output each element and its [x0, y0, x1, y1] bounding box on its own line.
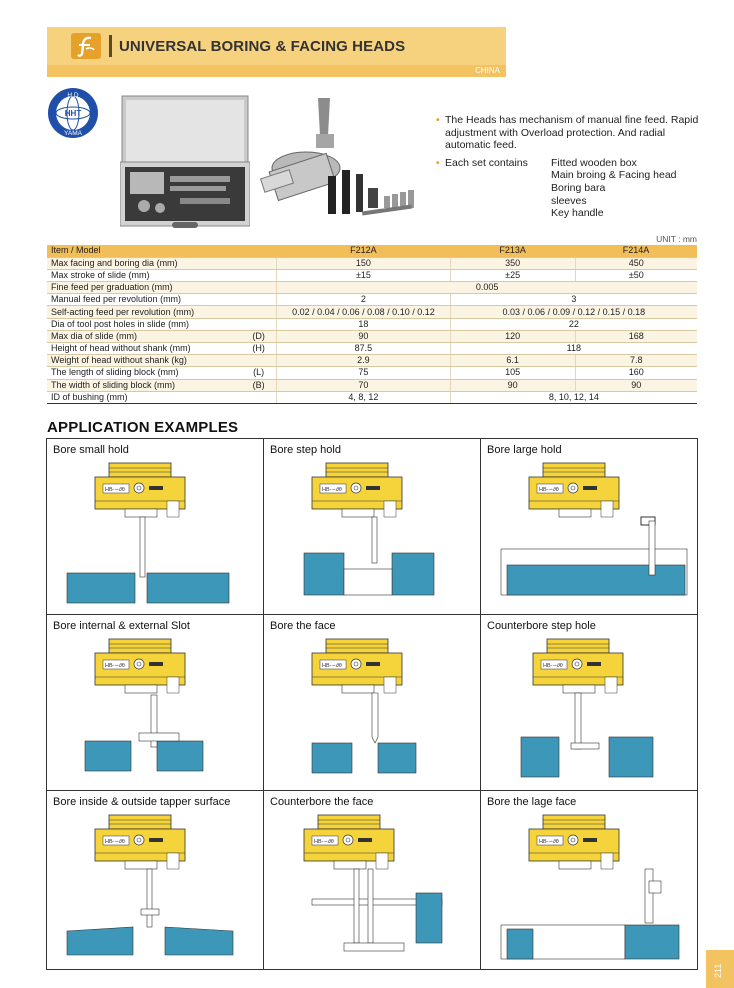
- set-item: Main broing & Facing head: [551, 169, 677, 182]
- application-cell: [47, 439, 264, 615]
- table-cell: [241, 257, 277, 269]
- application-cell: [264, 615, 481, 791]
- svg-text:HB-∽∂θ: HB-∽∂θ: [543, 663, 563, 669]
- svg-text:HB-∽∂θ: HB-∽∂θ: [322, 663, 342, 669]
- application-label: Bore the face: [270, 620, 336, 632]
- table-cell: 8, 10, 12, 14: [450, 391, 697, 403]
- table-cell: ±25: [450, 269, 575, 281]
- hht-badge-logo: [47, 87, 99, 139]
- banner-sub: [47, 65, 506, 77]
- svg-text:HB-∽∂θ: HB-∽∂θ: [105, 487, 125, 493]
- table-cell: 120: [450, 330, 575, 342]
- table-cell: 22: [450, 318, 697, 330]
- application-heading: APPLICATION EXAMPLES: [47, 419, 239, 436]
- application-cell: [264, 791, 481, 969]
- table-cell: Max stroke of slide (mm): [47, 269, 241, 281]
- table-row: [47, 306, 697, 318]
- application-label: Bore inside & outside tapper surface: [53, 796, 231, 808]
- boring-head-drawing: [95, 815, 185, 869]
- table-cell: 87.5: [277, 343, 451, 355]
- table-header-row: [47, 245, 697, 257]
- page-title: UNIVERSAL BORING & FACING HEADS: [119, 38, 406, 55]
- table-cell: 0.03 / 0.06 / 0.09 / 0.12 / 0.15 / 0.18: [450, 306, 697, 318]
- application-diagram: [481, 457, 697, 613]
- table-cell: [241, 282, 277, 294]
- application-label: Bore internal & external Slot: [53, 620, 190, 632]
- application-diagram: [47, 809, 263, 965]
- table-cell: [241, 318, 277, 330]
- table-cell: 105: [450, 367, 575, 379]
- workpiece-drawing: [85, 695, 203, 771]
- title-divider: [109, 35, 112, 57]
- table-cell: 160: [575, 367, 697, 379]
- table-cell: 3: [450, 294, 697, 306]
- table-row: [47, 294, 697, 306]
- page-number-tab: [706, 950, 734, 988]
- workpiece-drawing: [521, 693, 653, 777]
- application-diagram: [47, 457, 263, 613]
- table-cell: [241, 391, 277, 403]
- set-contents-list: [551, 157, 677, 220]
- application-grid: [46, 438, 698, 970]
- table-cell: (B): [241, 379, 277, 391]
- table-cell: 168: [575, 330, 697, 342]
- application-diagram: [264, 633, 480, 789]
- table-cell: 7.8: [575, 355, 697, 367]
- header-banner: [47, 27, 506, 77]
- table-row: [47, 269, 697, 281]
- tool-case-photo: [120, 90, 250, 230]
- spec-table: [47, 245, 697, 404]
- application-label: Bore large hold: [487, 444, 562, 456]
- set-contents-bullet: [436, 157, 706, 220]
- table-cell: 90: [277, 330, 451, 342]
- table-cell: ±15: [277, 269, 451, 281]
- table-cell: 2: [277, 294, 451, 306]
- application-label: Bore the lage face: [487, 796, 577, 808]
- application-label: Bore small hold: [53, 444, 129, 456]
- banner-country: CHINA: [475, 66, 500, 75]
- table-cell: (H): [241, 343, 277, 355]
- page-number: 211: [713, 963, 723, 978]
- table-cell: 90: [450, 379, 575, 391]
- svg-text:HB-∽∂θ: HB-∽∂θ: [105, 839, 125, 845]
- column-header: F212A: [277, 245, 451, 257]
- table-cell: Height of head without shank (mm): [47, 343, 241, 355]
- column-header: F213A: [450, 245, 575, 257]
- spec-table-body: [47, 257, 697, 403]
- table-cell: The width of sliding block (mm): [47, 379, 241, 391]
- feature-bullets: [436, 114, 706, 220]
- workpiece-drawing: [501, 517, 687, 595]
- table-cell: 0.02 / 0.04 / 0.06 / 0.08 / 0.10 / 0.12: [277, 306, 451, 318]
- table-cell: 90: [575, 379, 697, 391]
- table-row: [47, 343, 697, 355]
- svg-text:HB-∽∂θ: HB-∽∂θ: [105, 663, 125, 669]
- workpiece-drawing: [312, 869, 442, 951]
- boring-head-drawing: [304, 815, 394, 869]
- application-diagram: [481, 633, 697, 789]
- application-diagram: [47, 633, 263, 789]
- feature-bullet: • The Heads has mechanism of manual fine feed. Rapid adjustment with Overload protection. And radial automatic feed.: [436, 114, 706, 152]
- set-item: Boring bara: [551, 181, 606, 194]
- table-cell: 70: [277, 379, 451, 391]
- svg-text:HB-∽∂θ: HB-∽∂θ: [322, 487, 342, 493]
- table-cell: Max facing and boring dia (mm): [47, 257, 241, 269]
- workpiece-drawing: [304, 517, 434, 595]
- application-label: Counterbore step hole: [487, 620, 596, 632]
- table-row: [47, 391, 697, 403]
- table-cell: 450: [575, 257, 697, 269]
- table-row: [47, 367, 697, 379]
- table-cell: 350: [450, 257, 575, 269]
- table-cell: 118: [450, 343, 697, 355]
- table-cell: 4, 8, 12: [277, 391, 451, 403]
- table-row: [47, 257, 697, 269]
- svg-text:HB-∽∂θ: HB-∽∂θ: [539, 487, 559, 493]
- application-diagram: [481, 809, 697, 965]
- application-cell: [47, 615, 264, 791]
- table-cell: [241, 294, 277, 306]
- table-cell: Weight of head without shank (kg): [47, 355, 241, 367]
- table-cell: Fine feed per graduation (mm): [47, 282, 241, 294]
- application-label: Counterbore the face: [270, 796, 374, 808]
- boring-head-photo: [258, 96, 433, 226]
- table-row: [47, 379, 697, 391]
- application-label: Bore step hold: [270, 444, 341, 456]
- workpiece-drawing: [67, 869, 233, 955]
- workpiece-drawing: [312, 693, 416, 773]
- application-cell: [481, 615, 697, 791]
- table-row: [47, 355, 697, 367]
- boring-head-drawing: [312, 639, 402, 693]
- set-item: Key handle: [551, 207, 604, 220]
- badge-bottom-text: YAMA: [64, 130, 82, 137]
- application-cell: [481, 791, 697, 969]
- table-cell: 150: [277, 257, 451, 269]
- table-cell: ID of bushing (mm): [47, 391, 241, 403]
- application-cell: [264, 439, 481, 615]
- table-cell: 2.9: [277, 355, 451, 367]
- table-cell: ±50: [575, 269, 697, 281]
- badge-top-text: H.D: [67, 92, 79, 99]
- workpiece-drawing: [501, 869, 679, 959]
- table-cell: 75: [277, 367, 451, 379]
- table-cell: Max dia of slide (mm): [47, 330, 241, 342]
- workpiece-drawing: [67, 517, 229, 603]
- column-header: Item / Model: [47, 245, 277, 257]
- table-cell: Manual feed per revolution (mm): [47, 294, 241, 306]
- svg-text:HB-∽∂θ: HB-∽∂θ: [314, 839, 334, 845]
- application-cell: [481, 439, 697, 615]
- badge-center-text: HHT: [64, 109, 82, 118]
- application-diagram: [264, 809, 480, 965]
- boring-head-drawing: [533, 639, 623, 693]
- table-cell: The length of sliding block (mm): [47, 367, 241, 379]
- table-cell: 18: [277, 318, 451, 330]
- table-row: [47, 330, 697, 342]
- boring-head-drawing: [95, 463, 185, 517]
- table-cell: (D): [241, 330, 277, 342]
- table-cell: 6.1: [450, 355, 575, 367]
- table-cell: Dia of tool post holes in slide (mm): [47, 318, 241, 330]
- table-row: [47, 318, 697, 330]
- table-cell: 0.005: [277, 282, 697, 294]
- table-cell: [241, 355, 277, 367]
- set-contents-label: • Each set contains: [445, 156, 528, 169]
- table-cell: (L): [241, 367, 277, 379]
- column-header: F214A: [575, 245, 697, 257]
- boring-head-drawing: [529, 815, 619, 869]
- svg-text:HB-∽∂θ: HB-∽∂θ: [539, 839, 559, 845]
- table-row: [47, 282, 697, 294]
- application-diagram: [264, 457, 480, 613]
- set-item: sleeves: [551, 194, 587, 207]
- application-cell: [47, 791, 264, 969]
- table-cell: [241, 269, 277, 281]
- boring-head-drawing: [95, 639, 185, 693]
- table-cell: Self-acting feed per revolution (mm): [47, 306, 241, 318]
- table-cell: [241, 306, 277, 318]
- unit-label: UNIT : mm: [656, 234, 697, 244]
- set-item: Fitted wooden box: [551, 156, 637, 169]
- boring-head-drawing: [529, 463, 619, 517]
- boring-head-drawing: [312, 463, 402, 517]
- brand-logo: [71, 33, 101, 59]
